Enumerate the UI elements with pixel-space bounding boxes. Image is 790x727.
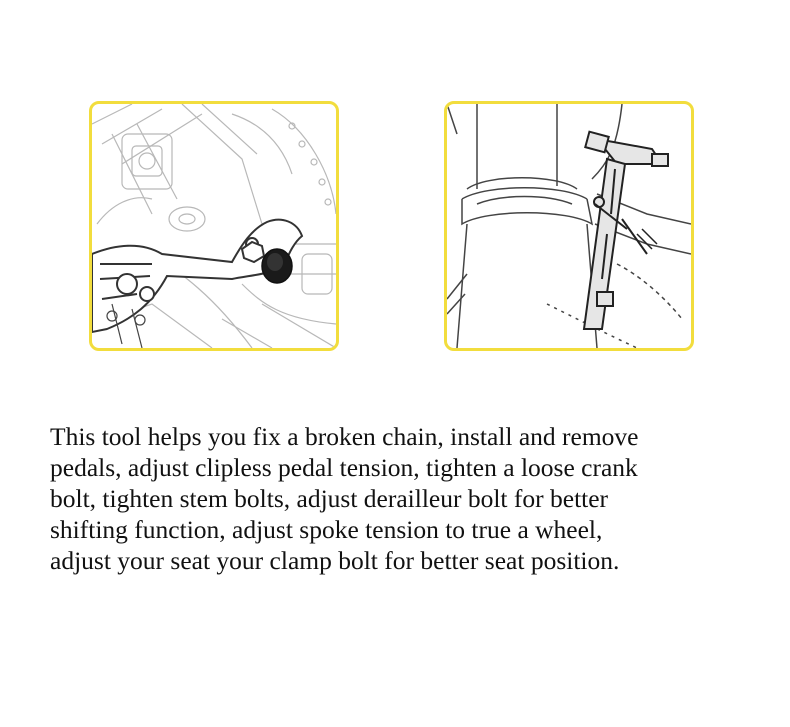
- seat-clamp-illustration: [447, 104, 691, 348]
- description-line: adjust your seat your clamp bolt for better seat position.: [50, 546, 620, 575]
- description-text: [50, 421, 770, 576]
- description-line: bolt, tighten stem bolts, adjust derailleur bolt for better: [50, 484, 609, 513]
- crank-bolt-illustration: [92, 104, 336, 348]
- description-line: This tool helps you fix a broken chain, install and remove: [50, 422, 639, 451]
- description-line: shifting function, adjust spoke tension to true a wheel,: [50, 515, 603, 544]
- seat-clamp-illustration-frame: [444, 101, 694, 351]
- crank-bolt-illustration-frame: [89, 101, 339, 351]
- description-line: pedals, adjust clipless pedal tension, tighten a loose crank: [50, 453, 638, 482]
